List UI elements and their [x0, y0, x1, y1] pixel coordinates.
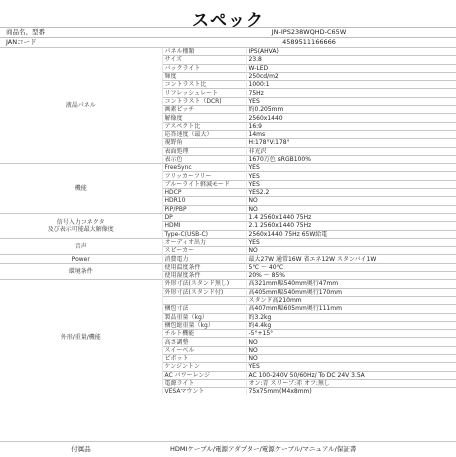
accessories-row [0, 441, 456, 457]
spec-value: YES [246, 172, 456, 180]
spec-value: 2560x1440 [246, 114, 456, 122]
spec-key: 輝度 [162, 72, 246, 80]
spec-key: サイズ [162, 56, 246, 64]
spec-key: 梱包総重量（kg） [162, 321, 246, 329]
spec-key: アスペクト比 [162, 122, 246, 130]
spec-value: 2560x1440 75Hz 65W給電 [246, 230, 456, 238]
spec-key: 消費電力 [162, 255, 246, 263]
spec-value: NO [246, 346, 456, 354]
spec-value: 約4.4kg [246, 321, 456, 329]
spec-value: NO [246, 197, 456, 205]
spec-value: 1.4 2560x1440 75Hz [246, 213, 456, 221]
spec-value: 23.8 [246, 56, 456, 64]
spec-key: 使用湿度条件 [162, 272, 246, 280]
spec-value: 250cd/m2 [246, 72, 456, 80]
spec-category: 外形/重量/機能 [0, 280, 162, 396]
spec-value: NO [246, 354, 456, 362]
spec-value: 75Hz [246, 89, 456, 97]
spec-value: W-LED [246, 64, 456, 72]
spec-category: 環境条件 [0, 263, 162, 280]
spec-value: 高407mm幅605mm奥行111mm [246, 305, 456, 313]
spec-key: チルト機能 [162, 330, 246, 338]
spec-value: 5℃ ～ 40℃ [246, 263, 456, 271]
jan-code-value: 4589511166666 [282, 38, 336, 46]
spec-value: 高405mm幅540mm奥行170mm [246, 288, 456, 296]
spec-key: HDMI [162, 222, 246, 230]
spec-key: 画素ピッチ [162, 106, 246, 114]
spec-key: HDR10 [162, 197, 246, 205]
spec-key: DP [162, 213, 246, 221]
spec-value: 14ms [246, 130, 456, 138]
spec-key: ブルーライト軽減モード [162, 180, 246, 188]
spec-value: 75x75mm(M4x8mm) [246, 388, 456, 396]
spec-value: YES [246, 238, 456, 246]
spec-value: スタンド高210mm [246, 296, 456, 304]
spec-category: 信号入力コネクタ 及び表示可能最大解像度 [0, 213, 162, 238]
spec-value: YES [246, 164, 456, 172]
spec-key: 製品重量（kg） [162, 313, 246, 321]
spec-row [0, 213, 456, 221]
spec-row [0, 263, 456, 271]
spec-value: NO [246, 205, 456, 213]
accessories-value: HDMIケーブル/電源アダプター/電源ケーブル/マニュアル/保証書 [170, 445, 357, 453]
spec-key: 表面処理 [162, 147, 246, 155]
spec-key: 視野角 [162, 139, 246, 147]
accessories-label: 付属品 [71, 445, 91, 453]
spec-key: バックライト [162, 64, 246, 72]
spec-value: 1000:1 [246, 81, 456, 89]
spec-value: 約3.2kg [246, 313, 456, 321]
spec-key: 電源ライト [162, 379, 246, 387]
spec-value: YES [246, 180, 456, 188]
spec-key: HDCP [162, 189, 246, 197]
spec-category: 液晶パネル [0, 48, 162, 164]
spec-key: 応答速度（最大） [162, 130, 246, 138]
spec-row [0, 280, 456, 288]
spec-row [0, 48, 456, 56]
spec-key: PiP/PBP [162, 205, 246, 213]
spec-key: 表示色 [162, 155, 246, 163]
spec-key: ピボット [162, 354, 246, 362]
spec-value: IPS(AHVA) [246, 48, 456, 56]
product-model-value: JN-IPS238WQHD-C65W [271, 28, 347, 36]
spec-value: 16:9 [246, 122, 456, 130]
spec-value: YES2.2 [246, 189, 456, 197]
spec-table [0, 47, 456, 395]
spec-key: スピーカー [162, 247, 246, 255]
spec-key: コントラスト（DCR) [162, 97, 246, 105]
spec-row [0, 164, 456, 172]
spec-key: ケンジントン [162, 363, 246, 371]
spec-key: フリッカーフリー [162, 172, 246, 180]
spec-key: 解像度 [162, 114, 246, 122]
spec-value: NO [246, 247, 456, 255]
spec-value: 1670万色 sRGB100% [246, 155, 456, 163]
spec-category: 機能 [0, 164, 162, 214]
spec-value: -5°+15° [246, 330, 456, 338]
spec-category: Power [0, 255, 162, 263]
spec-key: 使用温度条件 [162, 263, 246, 271]
spec-key: パネル種類 [162, 48, 246, 56]
spec-key: オーディオ出力 [162, 238, 246, 246]
spec-value: 高321mm幅540mm奥行47mm [246, 280, 456, 288]
page-title: スペック [192, 11, 264, 31]
spec-value: 最大27W 通常16W 省エネ12W スタンバイ1W [246, 255, 456, 263]
spec-key: Type-C(USB-C) [162, 230, 246, 238]
spec-key: 高さ調整 [162, 338, 246, 346]
spec-key: VESAマウント [162, 388, 246, 396]
spec-key [162, 296, 246, 304]
spec-value: 20% ～ 85% [246, 272, 456, 280]
spec-value: YES [246, 363, 456, 371]
spec-key: コントラスト比 [162, 81, 246, 89]
spec-key: 外形寸法(スタンド無し) [162, 280, 246, 288]
spec-category: 音声 [0, 238, 162, 255]
spec-key: リフレッシュレート [162, 89, 246, 97]
spec-key: FreeSync [162, 164, 246, 172]
spec-key: 梱包寸法 [162, 305, 246, 313]
spec-value: AC 100-240V 50/60Hz/ To DC 24V 3.5A [246, 371, 456, 379]
spec-value: 非光沢 [246, 147, 456, 155]
spec-value: オン:青 スリープ:赤 オフ:無し [246, 379, 456, 387]
spec-value: 約0.205mm [246, 106, 456, 114]
spec-key: スイーベル [162, 346, 246, 354]
spec-value: 2.1 2560x1440 75Hz [246, 222, 456, 230]
spec-value: YES [246, 97, 456, 105]
spec-row [0, 238, 456, 246]
spec-key: AC パワーレンジ [162, 371, 246, 379]
jan-code-label: JANコード [6, 38, 37, 46]
spec-row [0, 255, 456, 263]
spec-value: NO [246, 338, 456, 346]
spec-value: H:178°V:178° [246, 139, 456, 147]
spec-key: 外形寸法(スタンド付) [162, 288, 246, 296]
product-name-label: 商品名、型番 [6, 28, 45, 36]
